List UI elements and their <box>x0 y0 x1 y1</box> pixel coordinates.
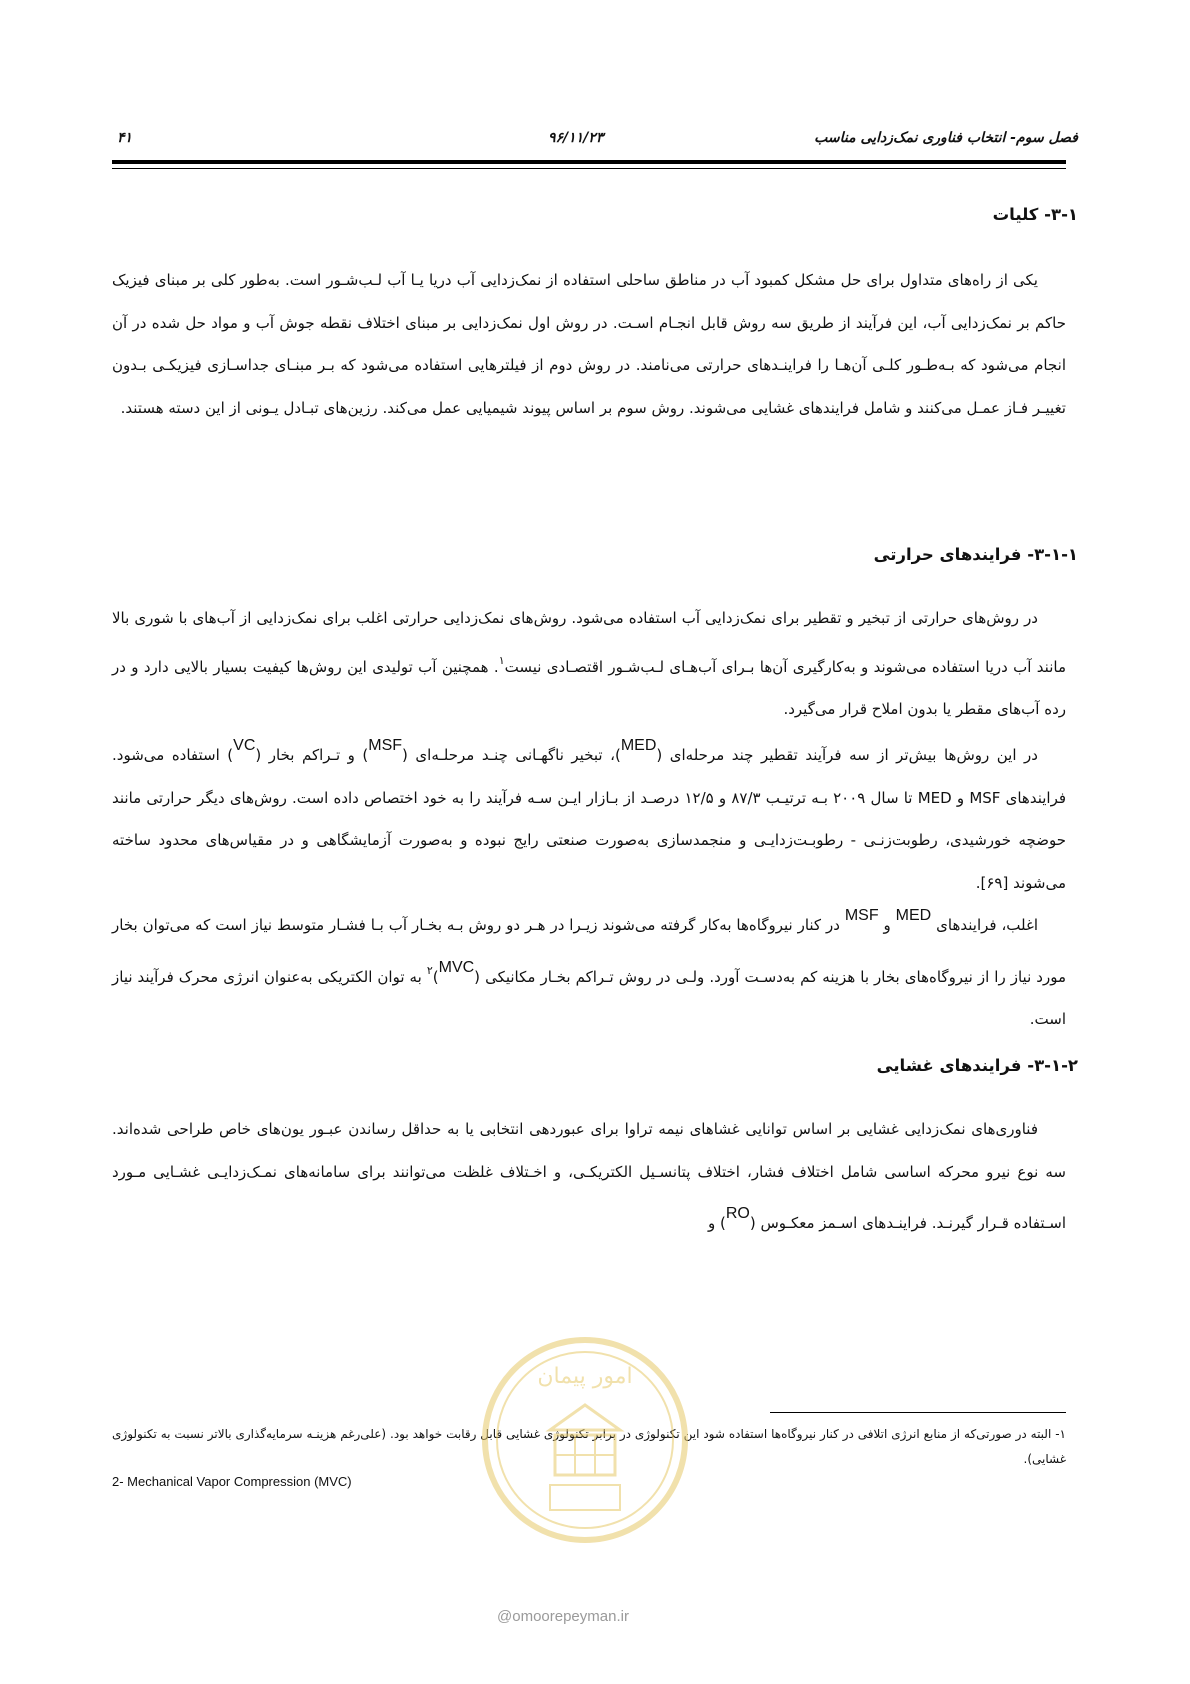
watermark-url-text: omoorepeyman.ir <box>512 1608 629 1625</box>
watermark-url: @omoorepeyman.ir <box>497 1608 629 1625</box>
section-heading-membrane: ۳-۱-۲- فرایندهای غشایی <box>876 1056 1078 1075</box>
section-heading-thermal: ۳-۱-۱- فرایندهای حرارتی <box>873 545 1078 564</box>
footnote-1: ۱- البته در صورتی‌که از منابع انرژی اتلافی در کنار نیروگاه‌ها استفاده شود این تکنولوژی در برابر تکنولوژی غشایی قابل رقابت خواهد بود. (علی‌رغم هزینـه سرمایه‌گذاری بالاتر نسبت به تکنولوژی غشایی). <box>112 1427 1066 1466</box>
text-span: در کنار نیروگاه‌ها به‌کار گرفته می‌شوند زیـرا در هـر دو روش بـه بخـار آب بـا فشـار متوسط نیاز است که می‌توان بخار مورد نیاز را از نیروگاه‌های بخار با هزینه کم به‌دسـت آورد. ولـی در روش تـراکم بخـار مکانیکی ( <box>112 916 1067 986</box>
paragraph-thermal-2 <box>112 725 1066 904</box>
text-span: ) و تـراکم بخار ( <box>255 746 369 764</box>
footnote-ref-1: ۱ <box>498 654 505 667</box>
chapter-title: فصل سوم- انتخاب فناوری نمک‌زدایی مناسب <box>814 130 1078 146</box>
text-span: )، تبخیر ناگهـانی چنـد مرحلـه‌ای ( <box>402 746 621 764</box>
text-span: در این روش‌ها بیش‌تر از سه فرآیند تقطیر چند مرحله‌ای ( <box>656 746 1038 764</box>
paragraph-thermal-3: اغلب، فرایندهای MED و MSF در کنار نیروگاه‌ها به‌کار گرفته می‌شوند زیـرا در هـر دو روش بـه بخـار آب بـا فشـار متوسط نیاز است که می‌توان بخار مورد نیاز را از نیروگاه‌های بخار با هزینه کم به‌دسـت آورد. ولـی در روش تـراکم بخـار مکانیکی (MVC)$^۲$ به توان الکتریکی به‌عنوان انرژی محرک فرآیند نیاز است. <box>112 907 1067 1028</box>
text-span: در روش‌های حرارتی از تبخیر و تقطیر برای نمک‌زدایی آب استفاده می‌شود. روش‌های نمک‌زدایی حرارتی اغلب برای نمک‌زدایی از آب‌های با شوری بالا مانند آب دریا استفاده می‌شوند و به‌کارگیری آن‌ها بـرای آب‌هـای لـب‌شـور اقتصـادی نیست <box>112 609 1066 676</box>
text-span: . همچنین آب تولیدی این روش‌ها کیفیت بسیار بالایی دارد و در رده آب‌های مقطر یا بدون املاح قرار می‌گیرد. <box>112 657 1066 718</box>
abbr-med: MED <box>620 737 657 754</box>
abbr-msf-2: MSF <box>844 907 879 924</box>
text-span: ) و <box>708 1214 726 1232</box>
text-span: فناوری‌های نمک‌زدایی غشایی بر اساس توانایی غشاهای نیمه تراوا برای عبوردهی انتخابی یا به حداقل رساندن عبـور یون‌های خاص طراحی شده‌اند. سه نوع نیرو محرکه اساسی شامل اختلاف فشار، اختلاف پتانسـیل الکتریکـی، و اخـتلاف غلظت می‌توانند برای سامانه‌های نمـک‌زدایـی غشـایی مـورد اسـتفاده قـرار گیرنـد. فراینـدهای اسـمز معکـوس ( <box>112 1120 1066 1232</box>
header-rule-thin <box>112 168 1066 169</box>
watermark-logo-icon <box>480 1335 690 1545</box>
footnote-ref-2: ۲ <box>426 964 433 977</box>
header-rule-thick <box>112 160 1066 164</box>
text-span: ) استفاده می‌شود. فرایندهای MSF و MED تا سال ۲۰۰۹ بـه ترتیـب ۸۷/۳ و ۱۲/۵ درصـد از بـازار ایـن سـه فرآیند را به خود اختصاص داده است. روش‌های دیگر حرارتی مانند حوضچه خورشیدی، رطوبت‌زنـی - رطوبـت‌زدایـی و منجمدسازی به‌صورت صنعتی رایج نبوده و به‌صورت آزمایشگاهی و در مقیاس‌های محدود ساخته می‌شوند [۶۹]. <box>112 746 1067 892</box>
header-date: ۹۶/۱۱/۲۳ <box>548 130 604 146</box>
abbr-mvc: MVC <box>438 958 475 976</box>
text-span: و <box>878 916 896 934</box>
abbr-msf: MSF <box>368 737 403 754</box>
text-span: اغلب، فرایندهای <box>931 916 1039 934</box>
text-span: به توان الکتریکی به‌عنوان انرژی محرک فرآیند نیاز است. <box>112 967 1066 1028</box>
paragraph-membrane <box>112 1108 1066 1245</box>
paragraph-thermal-1 <box>112 597 1066 731</box>
watermark-logo-text: امور پیمان <box>537 1364 633 1389</box>
footnote-rule <box>770 1412 1066 1413</box>
abbr-med-2: MED <box>895 907 932 924</box>
footnote-2: 2- Mechanical Vapor Compression (MVC) <box>112 1474 352 1489</box>
abbr-vc: VC <box>233 737 256 754</box>
paragraph-general: یکی از راه‌های متداول برای حل مشکل کمبود آب در مناطق ساحلی استفاده از نمک‌زدایی آب دریا یـا آب لـب‌شـور است. به‌طور کلی بر مبنای فیزیک حاکم بر نمک‌زدایی آب، این فرآیند از طریق سه روش قابل انجـام اسـت. در روش اول نمک‌زدایی بر مبنای اختلاف نقطه جوش آب و مواد حل شده در آن انجام می‌شود که بـه‌طـور کلـی آن‌هـا را فراینـدهای حرارتی می‌نامند. در روش دوم از فیلترهایی استفاده می‌شود که بـر مبنـای جداسـازی فیزیکـی بـدون تغییـر فـاز عمـل می‌کنند و شامل فرایندهای غشایی می‌شوند. روش سوم بر اساس پیوند شیمیایی عمل می‌کند. رزین‌های تبـادل یـونی از این دسته هستند. <box>112 271 1066 417</box>
page-number: ۴۱ <box>117 130 133 146</box>
abbr-ro: RO <box>725 1205 750 1222</box>
section-heading-general: ۳-۱- کلیات <box>992 205 1078 224</box>
